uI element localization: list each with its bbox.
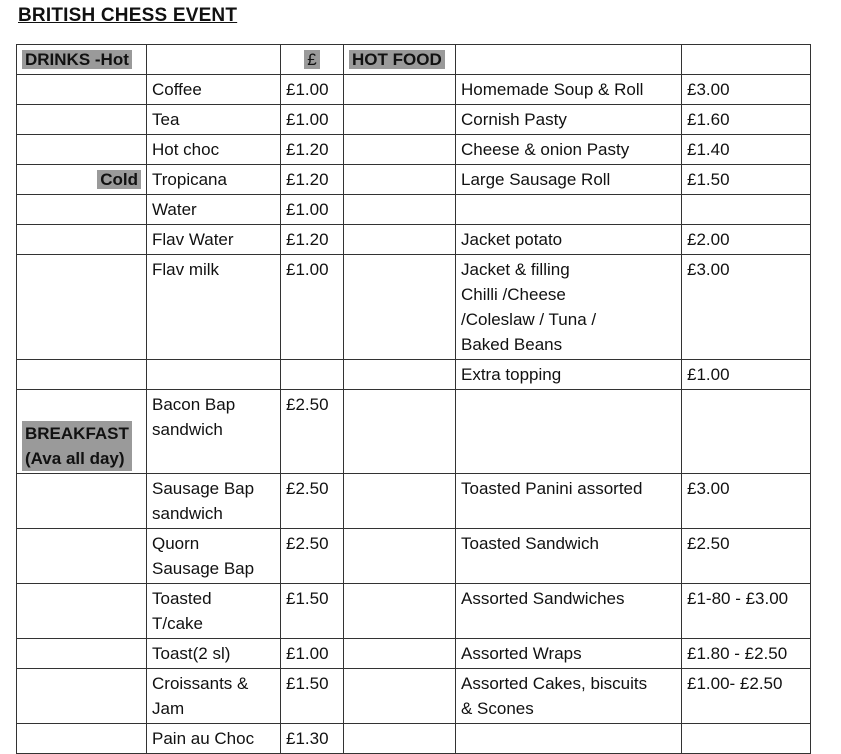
currency-header: £ [304,50,319,69]
table-row [17,135,811,165]
breakfast-name: Bacon Bap sandwich [147,390,281,474]
drink-name: Tea [147,105,281,135]
other-food-price: £3.00 [682,474,811,529]
currency-header-cell [281,45,344,75]
hot-food-price: £3.00 [682,255,811,360]
drink-name: Flav milk [147,255,281,360]
drink-price: £1.00 [281,255,344,360]
breakfast-name: Pain au Choc [147,724,281,754]
page-title: BRITISH CHESS EVENT [18,5,238,26]
hot-food-price: £2.00 [682,225,811,255]
table-row [17,724,811,754]
breakfast-price: £1.50 [281,584,344,639]
table-row [17,165,811,195]
table-row [17,225,811,255]
cold-header: Cold [97,170,141,189]
other-food-price: £1-80 - £3.00 [682,584,811,639]
hot-food-name: Cornish Pasty [456,105,682,135]
hot-food-name [456,195,682,225]
breakfast-header: BREAKFAST (Ava all day) [22,421,132,471]
hot-food-price: £3.00 [682,75,811,105]
drink-price: £1.20 [281,165,344,195]
table-row [17,360,811,390]
hot-food-header-cell [344,45,456,75]
drink-name: Flav Water [147,225,281,255]
breakfast-price: £2.50 [281,474,344,529]
header-row [17,45,811,75]
drinks-hot-header-cell [17,45,147,75]
menu-table [16,44,811,754]
drink-price: £1.00 [281,195,344,225]
drink-price: £1.20 [281,225,344,255]
table-row [17,474,811,529]
table-row [17,105,811,135]
hot-food-name: Jacket potato [456,225,682,255]
breakfast-name: Toasted T/cake [147,584,281,639]
hot-food-name: Jacket & filling Chilli /Cheese /Coleslaw / Tuna / Baked Beans [456,255,682,360]
hot-food-name: Homemade Soup & Roll [456,75,682,105]
table-row [17,195,811,225]
breakfast-price: £2.50 [281,390,344,474]
hot-food-price: £1.60 [682,105,811,135]
table-row [17,75,811,105]
other-food-name: Assorted Wraps [456,639,682,669]
drink-name: Coffee [147,75,281,105]
drink-price: £1.00 [281,105,344,135]
other-food-name: Assorted Sandwiches [456,584,682,639]
other-food-name: Toasted Sandwich [456,529,682,584]
breakfast-price: £1.30 [281,724,344,754]
other-food-price [682,390,811,474]
drinks-hot-header: DRINKS -Hot [22,50,132,69]
drink-name: Hot choc [147,135,281,165]
cold-header-cell [17,165,147,195]
table-row [17,669,811,724]
table-row [17,529,811,584]
hot-food-name: Extra topping [456,360,682,390]
breakfast-name: Quorn Sausage Bap [147,529,281,584]
hot-food-price [682,195,811,225]
breakfast-name: Sausage Bap sandwich [147,474,281,529]
breakfast-price: £1.50 [281,669,344,724]
table-row [17,255,811,360]
other-food-name: Assorted Cakes, biscuits & Scones [456,669,682,724]
breakfast-header-cell [17,390,147,474]
other-food-price: £1.00- £2.50 [682,669,811,724]
other-food-name [456,724,682,754]
hot-food-header: HOT FOOD [349,50,445,69]
hot-food-price: £1.00 [682,360,811,390]
hot-food-price: £1.40 [682,135,811,165]
drink-price: £1.20 [281,135,344,165]
breakfast-price: £1.00 [281,639,344,669]
drink-price: £1.00 [281,75,344,105]
other-food-price: £1.80 - £2.50 [682,639,811,669]
hot-food-price: £1.50 [682,165,811,195]
drink-name: Water [147,195,281,225]
other-food-price [682,724,811,754]
breakfast-name: Toast(2 sl) [147,639,281,669]
table-row [17,390,811,474]
breakfast-name: Croissants & Jam [147,669,281,724]
hot-food-name: Cheese & onion Pasty [456,135,682,165]
breakfast-price: £2.50 [281,529,344,584]
other-food-name: Toasted Panini assorted [456,474,682,529]
drink-name: Tropicana [147,165,281,195]
table-row [17,584,811,639]
other-food-price: £2.50 [682,529,811,584]
hot-food-name: Large Sausage Roll [456,165,682,195]
other-food-name [456,390,682,474]
table-row [17,639,811,669]
